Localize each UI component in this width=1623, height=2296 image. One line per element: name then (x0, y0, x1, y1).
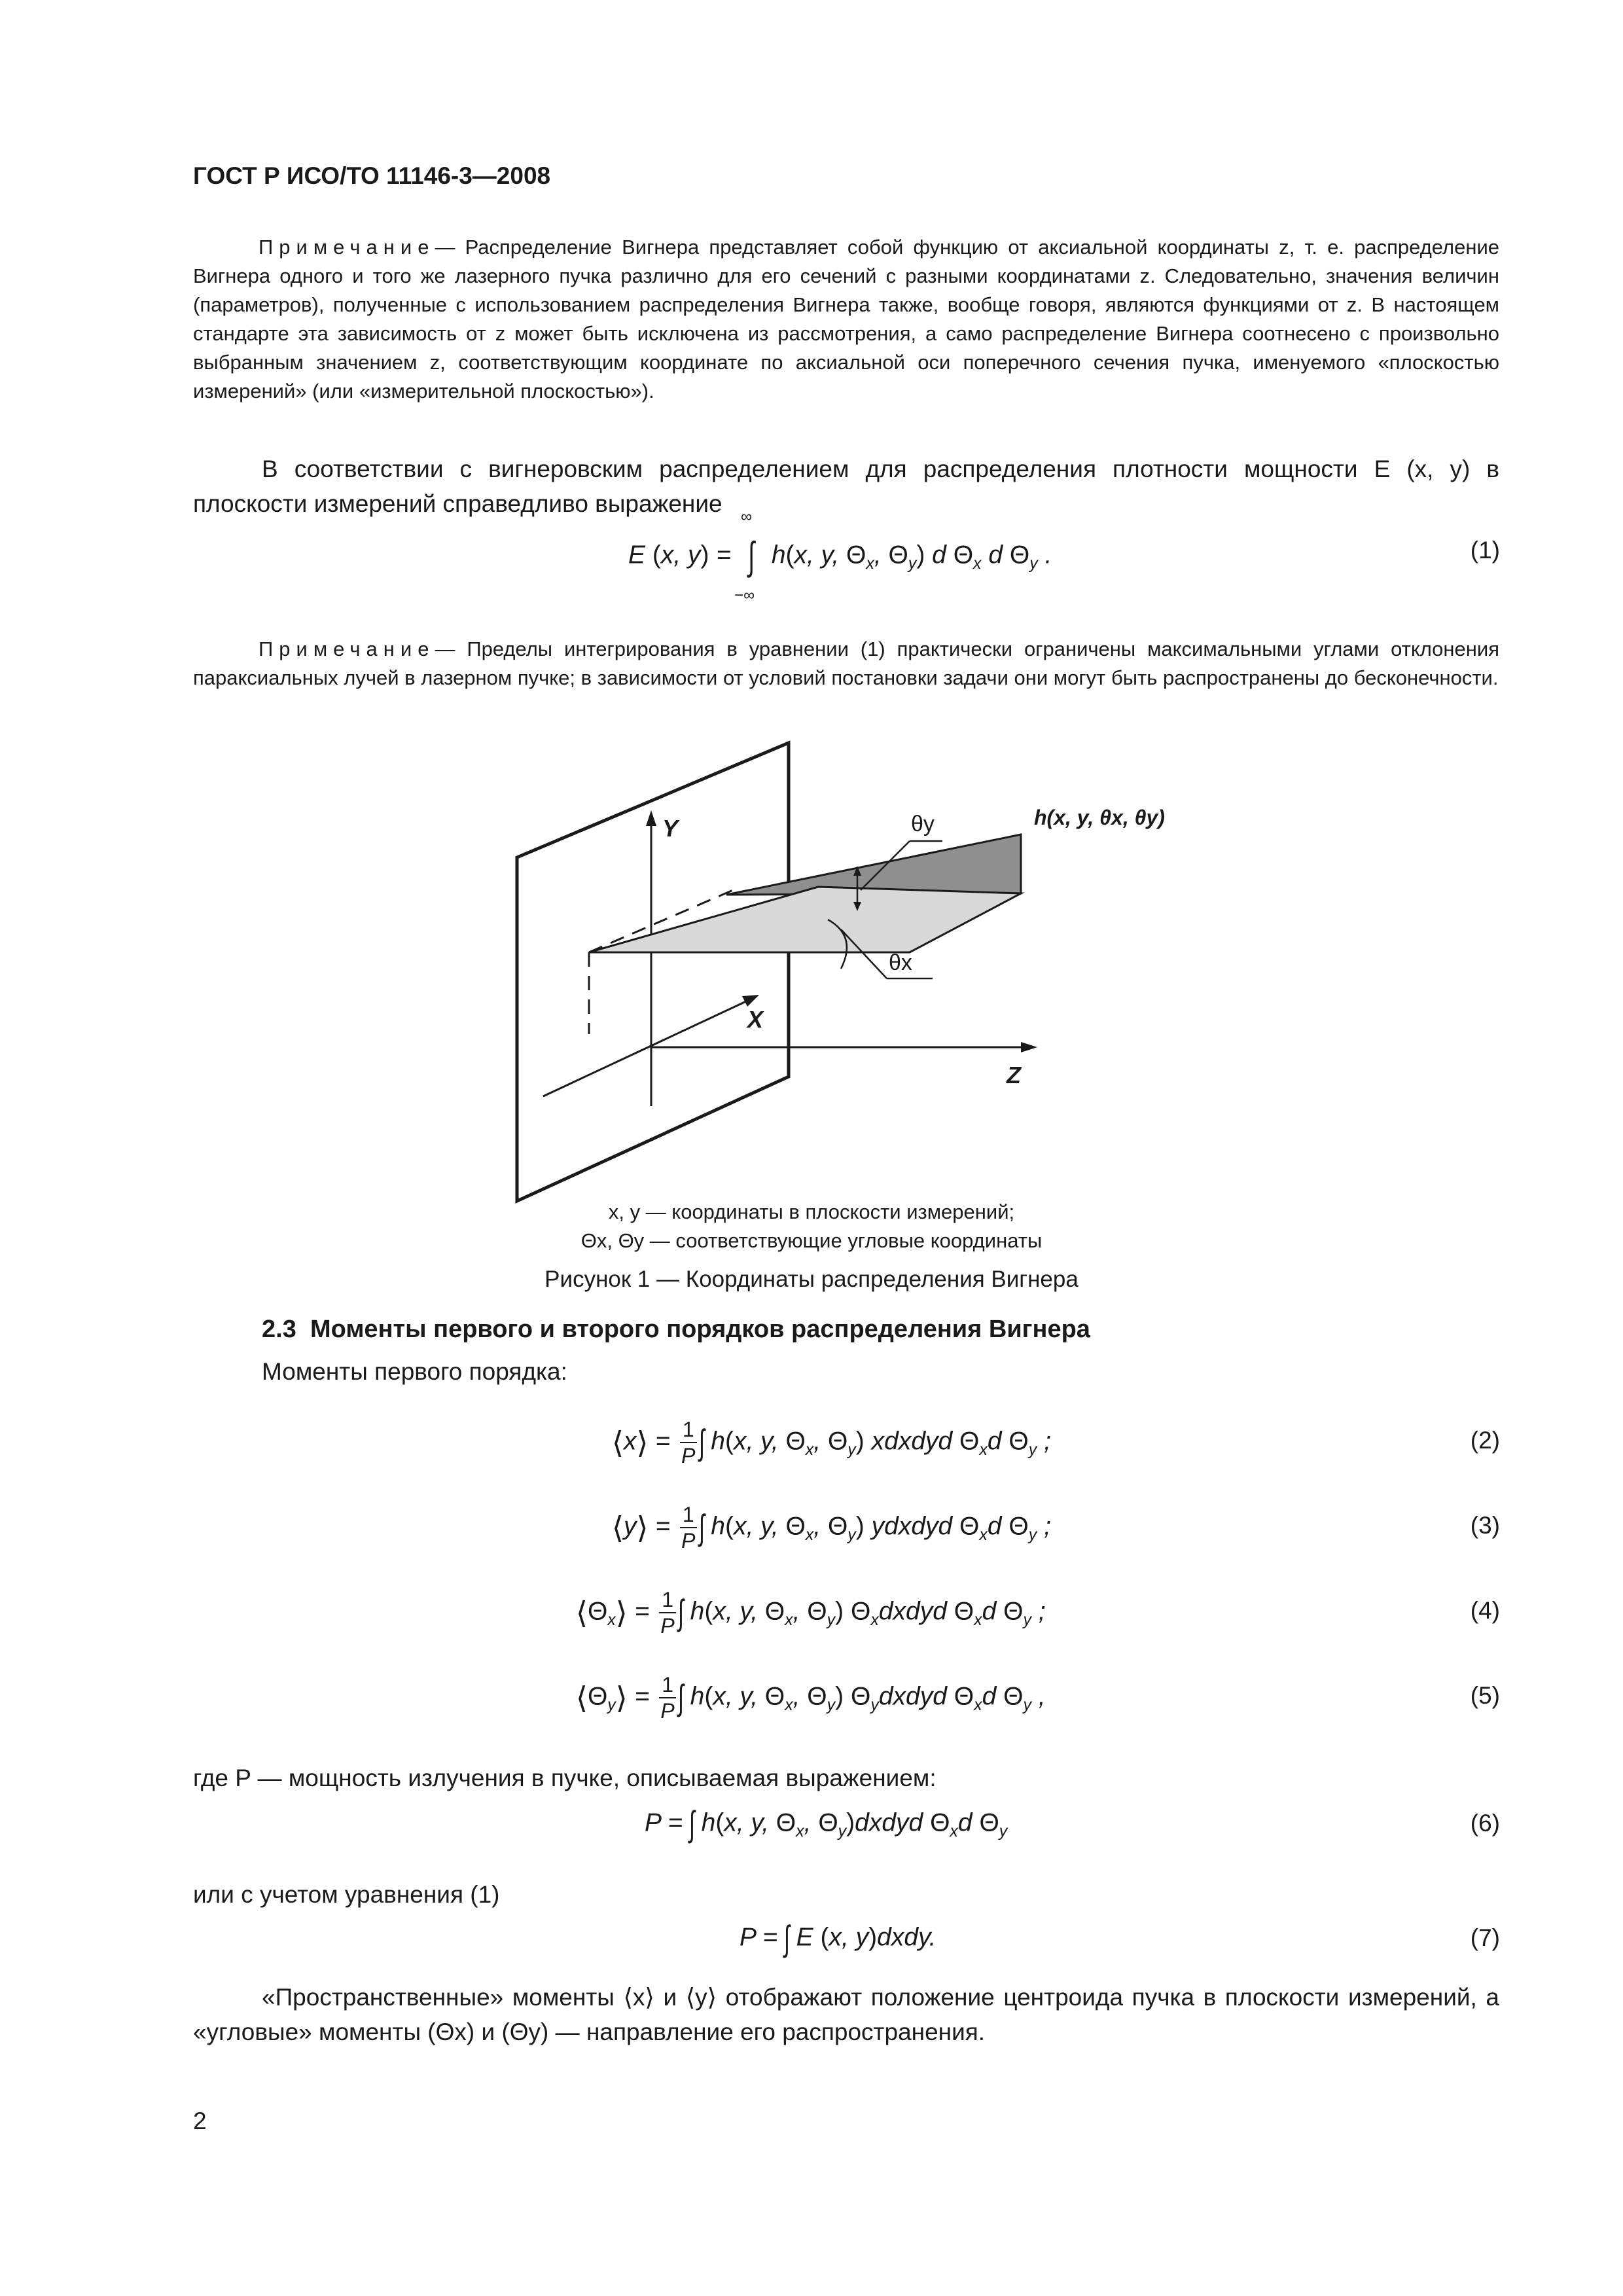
wigner-coordinates-figure (510, 726, 1217, 1237)
note-2-label: Примечание (259, 637, 435, 660)
z-axis-label: Z (1007, 1062, 1021, 1088)
equation-1: E (x, y) = ∞ ∫ −∞ h(x, y, $\Theta_x$, $\Theta_y$) d $\Theta_x$ d $\Theta_y$ . (628, 508, 1052, 604)
equation-4: $⟨\Theta_x⟩$ = $\frac{1}{P}$ ∫ h(x, y, $\Theta_x$, $\Theta_y$) $\Theta_xdxdyd$ $\Theta_xd$ $\Theta_y$ ; (576, 1588, 1046, 1638)
equation-7: P = ∫ E (x, y)dxdy. (740, 1919, 936, 1958)
document-header: ГОСТ Р ИСО/ТО 11146-3—2008 (193, 162, 551, 189)
page-number: 2 (193, 2108, 207, 2134)
x-axis-arrow (742, 995, 759, 1007)
equation-4-number: (4) (1470, 1597, 1500, 1624)
theta-y-label: θy (911, 812, 935, 836)
note-1 (193, 233, 1499, 406)
note-1-label: Примечание (259, 236, 435, 259)
first-order-moments-label: Моменты первого порядка: (262, 1358, 567, 1385)
paragraph-power-density-text: В соответствии с вигнеровским распределением для распределения плотности мощности E (x, y) в плоскости измерений справедливо выражение (193, 456, 1499, 517)
x-axis (543, 1001, 746, 1096)
note-2 (193, 635, 1499, 692)
equation-2-number: (2) (1470, 1427, 1500, 1454)
or-with-eq1-text: или с учетом уравнения (1) (193, 1881, 500, 1908)
y-axis-arrow (646, 810, 656, 826)
figure-caption: Рисунок 1 — Координаты распределения Вигнера (544, 1266, 1079, 1292)
upper-wedge (726, 834, 1021, 895)
lower-plane (589, 887, 1021, 952)
final-paragraph-text: «Пространственные» моменты ⟨x⟩ и ⟨y⟩ отображают положение центроида пучка в плоскости измерений, а «угловые» моменты (Θx) и (Θy) — направление его распространения. (193, 1984, 1499, 2045)
measurement-plane (517, 743, 789, 1201)
theta-x-label: θx (889, 950, 912, 975)
section-title: Моменты первого и второго порядков распределения Вигнера (310, 1316, 1090, 1343)
note-2-text: — Пределы интегрирования в уравнении (1) практически ограничены максимальными углами отклонения параксиальных лучей в лазерном пучке; в зависимости от условий постановки задачи они могут быть распространены до бесконечности. (193, 637, 1499, 689)
h-function-label: h(x, y, θx, θy) (1034, 806, 1165, 829)
equation-6: P = ∫ h(x, y, $\Theta_x$, $\Theta_y)dxdyd$ $\Theta_xd$ $\Theta_y$ (645, 1804, 1008, 1844)
equation-7-number: (7) (1470, 1924, 1500, 1951)
equation-5-number: (5) (1470, 1682, 1500, 1709)
section-heading (262, 1316, 1090, 1344)
figure-legend (0, 1198, 1623, 1255)
equation-3-number: (3) (1470, 1512, 1500, 1539)
where-p-text: где P — мощность излучения в пучке, описываемая выражением: (193, 1765, 936, 1791)
figure-legend-line-2: Θx, Θy — соответствующие угловые координаты (580, 1229, 1043, 1252)
final-paragraph (193, 1980, 1499, 2049)
section-number: 2.3 (262, 1316, 296, 1343)
z-axis-arrow (1021, 1042, 1037, 1052)
figure-legend-line-1: x, y — координаты в плоскости измерений; (608, 1200, 1015, 1223)
y-axis-label: Y (662, 815, 679, 842)
x-axis-label: X (747, 1006, 764, 1033)
equation-2: ⟨x⟩ = $\frac{1}{P}$ ∫ h(x, y, $\Theta_x$, $\Theta_y$) xdxdyd $\Theta_xd$ $\Theta_y$ ; (612, 1418, 1051, 1467)
equation-1-number: (1) (1470, 537, 1500, 564)
paragraph-power-density (193, 452, 1499, 521)
equation-6-number: (6) (1470, 1810, 1500, 1837)
note-1-text: — Распределение Вигнера представляет собой функцию от аксиальной координаты z, т. е. распределение Вигнера одного и того же лазерного пучка различно для его сечений с разными координатами z. Следовательно, значения величин (параметров), полученные с использованием распределения Вигнера также, вообще говоря, являются функциями от z. В настоящем стандарте эта зависимость от z может быть исключена из рассмотрения, а само распределение Вигнера соотнесено с произвольно выбранным значением z, соответствующим координате по аксиальной оси поперечного сечения пучка, именуемого «плоскостью измерений» (или «измерительной плоскостью»). (193, 236, 1499, 403)
equation-5: $⟨\Theta_y⟩$ = $\frac{1}{P}$ ∫ h(x, y, $\Theta_x$, $\Theta_y$) $\Theta_ydxdyd$ $\Theta_xd$ $\Theta_y$ , (576, 1673, 1046, 1723)
equation-3: ⟨y⟩ = $\frac{1}{P}$ ∫ h(x, y, $\Theta_x$, $\Theta_y$) ydxdyd $\Theta_xd$ $\Theta_y$ ; (612, 1503, 1051, 1552)
